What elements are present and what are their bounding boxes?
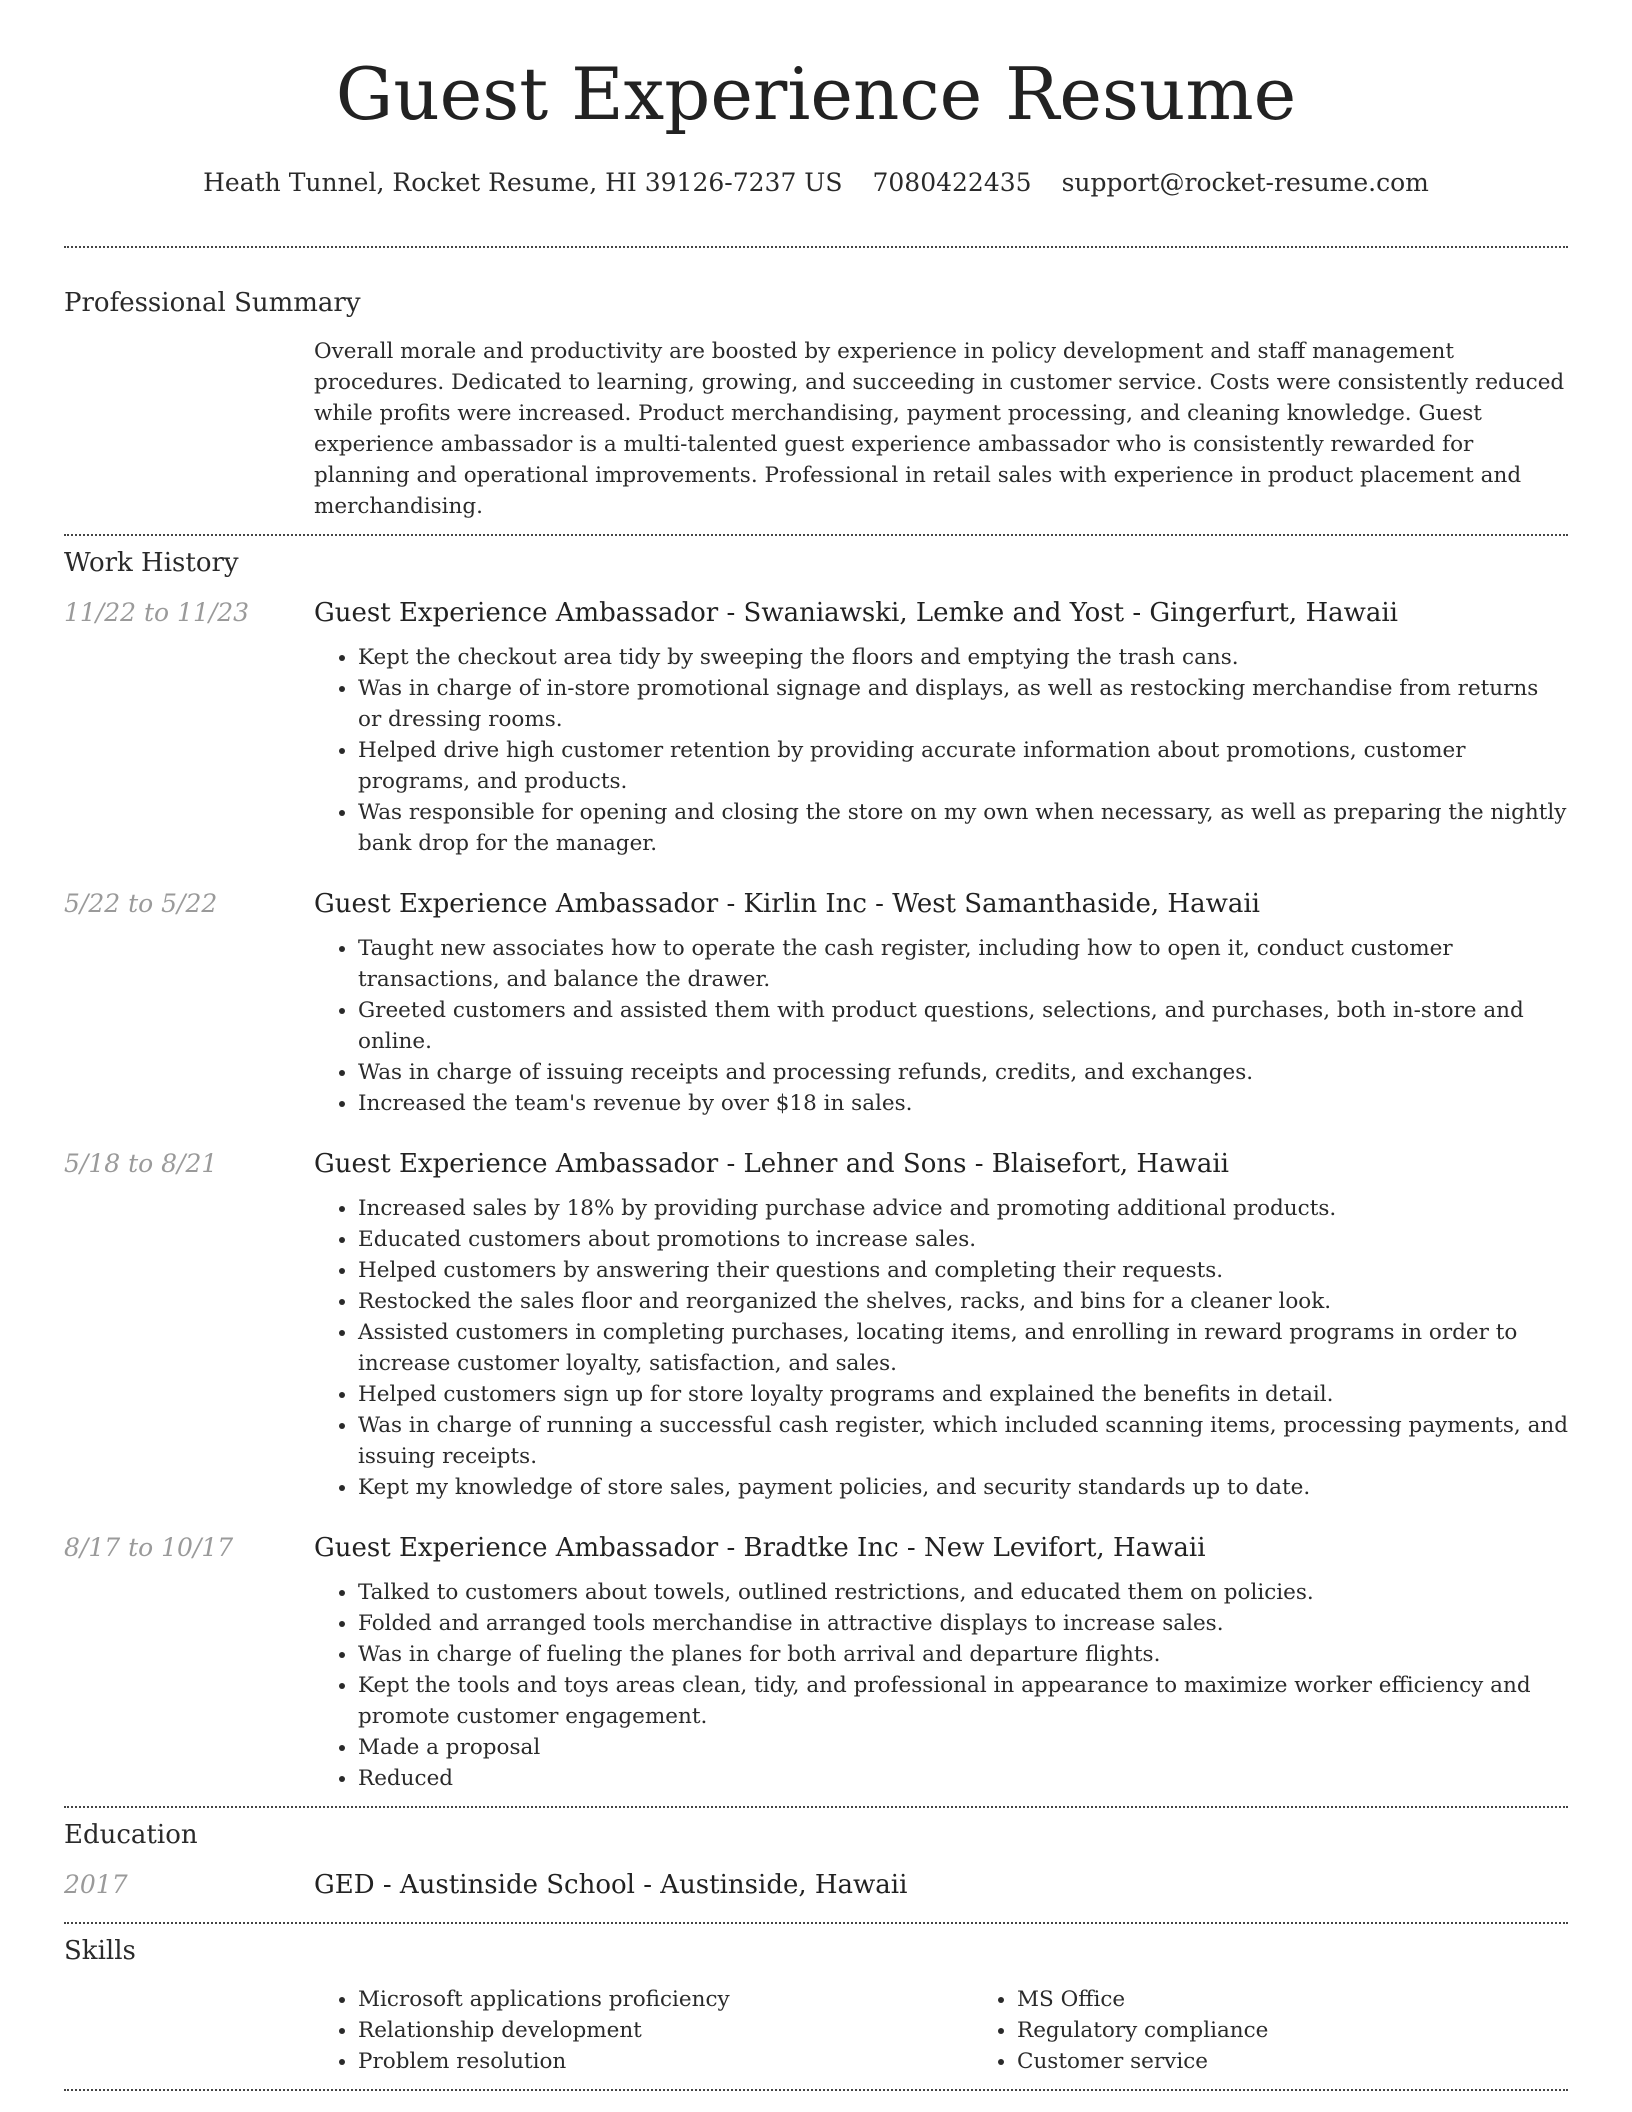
job-bullets <box>314 1577 1568 1794</box>
contact-address: Heath Tunnel, Rocket Resume, HI 39126-7237 US <box>203 168 843 197</box>
skills-list-left <box>314 1984 973 2077</box>
divider <box>64 534 1568 536</box>
skills-row <box>64 1984 1568 2077</box>
job-title: Guest Experience Ambassador - Lehner and Sons - Blaisefort, Hawaii <box>314 1149 1229 1179</box>
job-dates: 8/17 to 10/17 <box>64 1533 234 1562</box>
education-date: 2017 <box>64 1870 128 1899</box>
job-entry <box>64 1533 1568 1794</box>
list-item: • Reduced <box>358 1763 1568 1794</box>
list-item: • Microsoft applications proficiency <box>358 1984 973 2015</box>
section-title-skills: Skills <box>64 1936 136 1966</box>
list-item: • Was in charge of in-store promotional signage and displays, as well as restocking merchandise from returns or dressing rooms. <box>358 673 1568 735</box>
summary-text: Overall morale and productivity are boosted by experience in policy development and staff management procedures. Dedicated to learning, growing, and succeeding in customer service. Costs were consistently reduced while profits were increased. Product merchandising, payment processing, and cleaning knowledge. Guest experience ambassador is a multi-talented guest experience ambassador who is consistently rewarded for planning and operational improvements. Professional in retail sales with experience in product placement and merchandising. <box>314 339 1565 519</box>
skills-list-right <box>973 1984 1632 2077</box>
job-dates: 5/22 to 5/22 <box>64 889 218 918</box>
list-item: • Problem resolution <box>358 2046 973 2077</box>
education-entry <box>64 1870 1568 1900</box>
contact-phone: 7080422435 <box>872 168 1032 197</box>
divider <box>64 1922 1568 1924</box>
list-item: • Helped customers sign up for store loyalty programs and explained the benefits in detail. <box>358 1379 1568 1410</box>
job-entry <box>64 1149 1568 1503</box>
list-item: • Relationship development <box>358 2015 973 2046</box>
job-dates: 11/22 to 11/23 <box>64 598 250 627</box>
list-item: • Helped drive high customer retention by providing accurate information about promotions, customer programs, and products. <box>358 735 1568 797</box>
list-item: • Kept the tools and toys areas clean, tidy, and professional in appearance to maximize worker efficiency and promote customer engagement. <box>358 1670 1568 1732</box>
contact-line <box>64 168 1568 197</box>
list-item: • Customer service <box>1017 2046 1632 2077</box>
list-item: • Was in charge of issuing receipts and processing refunds, credits, and exchanges. <box>358 1057 1568 1088</box>
list-item: • MS Office <box>1017 1984 1632 2015</box>
job-dates: 5/18 to 8/21 <box>64 1149 218 1178</box>
list-item: • Taught new associates how to operate the cash register, including how to open it, conduct customer transactions, and balance the drawer. <box>358 933 1568 995</box>
list-item: • Assisted customers in completing purchases, locating items, and enrolling in reward programs in order to increase customer loyalty, satisfaction, and sales. <box>358 1317 1568 1379</box>
section-title-work-history: Work History <box>64 548 239 578</box>
list-item: • Regulatory compliance <box>1017 2015 1632 2046</box>
job-content <box>314 598 1568 859</box>
list-item: • Was responsible for opening and closing the store on my own when necessary, as well as preparing the nightly bank drop for the manager. <box>358 797 1568 859</box>
list-item: • Folded and arranged tools merchandise in attractive displays to increase sales. <box>358 1608 1568 1639</box>
list-item: • Greeted customers and assisted them with product questions, selections, and purchases, both in-store and online. <box>358 995 1568 1057</box>
list-item: • Helped customers by answering their questions and completing their requests. <box>358 1255 1568 1286</box>
list-item: • Made a proposal <box>358 1732 1568 1763</box>
summary-row <box>64 336 1568 522</box>
list-item: • Increased the team's revenue by over $18 in sales. <box>358 1088 1568 1119</box>
divider <box>64 1806 1568 1808</box>
divider <box>64 246 1568 248</box>
job-content <box>314 1533 1568 1794</box>
job-entry <box>64 598 1568 859</box>
divider <box>64 2089 1568 2091</box>
job-title: Guest Experience Ambassador - Swaniawski, Lemke and Yost - Gingerfurt, Hawaii <box>314 598 1399 628</box>
list-item: • Restocked the sales floor and reorganized the shelves, racks, and bins for a cleaner look. <box>358 1286 1568 1317</box>
job-content <box>314 889 1568 1119</box>
list-item: • Kept the checkout area tidy by sweeping the floors and emptying the trash cans. <box>358 642 1568 673</box>
job-entry <box>64 889 1568 1119</box>
list-item: • Increased sales by 18% by providing purchase advice and promoting additional products. <box>358 1193 1568 1224</box>
list-item: • Kept my knowledge of store sales, payment policies, and security standards up to date. <box>358 1472 1568 1503</box>
job-title: Guest Experience Ambassador - Kirlin Inc - West Samanthaside, Hawaii <box>314 889 1260 919</box>
job-title: Guest Experience Ambassador - Bradtke Inc - New Levifort, Hawaii <box>314 1533 1206 1563</box>
resume-title: Guest Experience Resume <box>335 52 1297 136</box>
list-item: • Educated customers about promotions to increase sales. <box>358 1224 1568 1255</box>
list-item: • Talked to customers about towels, outlined restrictions, and educated them on policies. <box>358 1577 1568 1608</box>
job-bullets <box>314 642 1568 859</box>
list-item: • Was in charge of running a successful cash register, which included scanning items, processing payments, and issuing receipts. <box>358 1410 1568 1472</box>
job-bullets <box>314 1193 1568 1503</box>
list-item: • Was in charge of fueling the planes for both arrival and departure flights. <box>358 1639 1568 1670</box>
education-entry-title: GED - Austinside School - Austinside, Hawaii <box>314 1870 908 1900</box>
job-content <box>314 1149 1568 1503</box>
skills-grid <box>314 1984 1632 2077</box>
job-bullets <box>314 933 1568 1119</box>
contact-email: support@rocket-resume.com <box>1061 168 1429 197</box>
section-title-summary: Professional Summary <box>64 288 361 318</box>
section-title-education: Education <box>64 1820 198 1850</box>
